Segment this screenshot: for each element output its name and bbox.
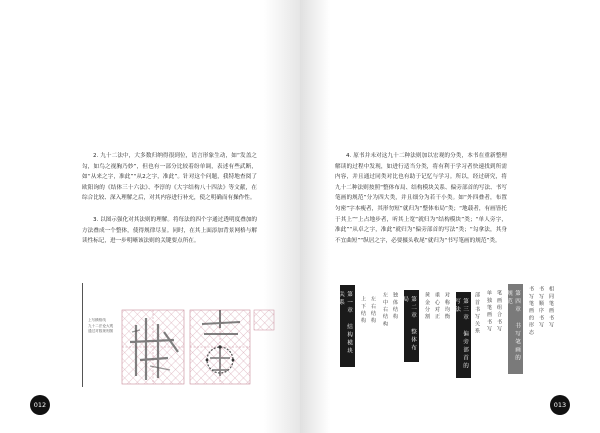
- glyph-panel-3: [254, 310, 274, 330]
- chapter-4-subitem: 相同笔画书写: [548, 286, 554, 330]
- page-number-left: 012: [30, 395, 50, 415]
- chapter-1-subitem: 上下结构: [360, 296, 366, 325]
- chapter-3-subitem: 重心对正: [434, 292, 440, 321]
- left-paragraph-2: 3. 以图示强化对其法则的理解。将每法的四个字通过透明度叠加的方法叠成一个整体，使得规律尽显。同时，在其上面添加背景网格与解读性标记，进一步明晰该法则的关键要点所在。: [82, 217, 257, 245]
- right-paragraph-1: 4. 原书并未对这九十二种法则加以宏观的分类，本书在重新整理解读的过程中发现，如进行适当分类，将有利于学习者快速找到所需内容，并且通过同类对比也有助于记忆与学习。所以，经过研究，将九十二种法则按照“整体布局、结构模块关系、偏旁部首的写法、书写笔画的规范”分为四大类，并且细分为若干小类。如“外四叠者，布置匀密”字本瘦者，其形勿短”就归为“整体布局”类；“地载者，有画皆托于其上”“上占地步者，听其上宽”就归为“结构模块”类；“单人旁字，准此”“从卓之字，准此”就归为“偏旁部首的写法”类；“勾拿法，其身不宜曲短”“纵居之字，必要摄头收尾”就归为“书写笔画的规范”类。: [335, 153, 507, 244]
- right-page: [300, 0, 600, 433]
- chapter-4-subitem: 书写顺序书写: [538, 286, 544, 330]
- chapter-1-label: 第一章 结构模块关系: [340, 285, 355, 367]
- chapter-4-subitem: 部首书写关系: [474, 292, 480, 336]
- diagram-caption-line: 上写横格线: [88, 318, 106, 322]
- page-number-right: 013: [550, 395, 570, 415]
- chapter-3-subitem: 对称均衡: [444, 292, 450, 321]
- chapter-4-subitem: 单独笔画书写: [486, 290, 492, 334]
- glyph-panel-2: [190, 310, 250, 384]
- diagram-caption-line: 九十二法论大观: [88, 323, 114, 328]
- chapter-2-label: 第二章 整体布局: [404, 290, 419, 362]
- chapter-1-subitem: 左右结构: [370, 296, 376, 325]
- chapter-2-subitem: 独体结构: [392, 292, 398, 321]
- chapter-4-label: 第四章 书写笔画的规范: [508, 284, 523, 374]
- chapter-3-subitem: 黄金分割: [424, 292, 430, 321]
- chapter-3-label: 第三章 偏旁部首的写法: [456, 292, 471, 378]
- glyph-panel-1: [122, 310, 184, 384]
- calligraphy-grid-diagram: [78, 280, 278, 390]
- diagram-caption-line: 通过对数规则图: [88, 329, 114, 334]
- chapter-2-subitem: 左中右结构: [382, 292, 388, 328]
- chapter-4-subitem: 笔画组合书写: [496, 290, 502, 334]
- left-paragraph-1: 2. 九十二法中，大多数归纳得很到位，语言形象生动，如“发盖之勾，如鸟之视胸乃妙”，但也有一部分比较着纷单调，表述有些武断，如“从来之字，准此”“从2之字，准此”。针对这个问题，我特地查阅了欧阳询的《结体三十六法》、李淳的《大字结构八十四法》等文献，在综合比较、深入理解之后，对其内容进行补充，使之明确而有操作性。: [82, 153, 257, 202]
- chapter-4-subitem: 书写笔画的形态: [528, 286, 534, 337]
